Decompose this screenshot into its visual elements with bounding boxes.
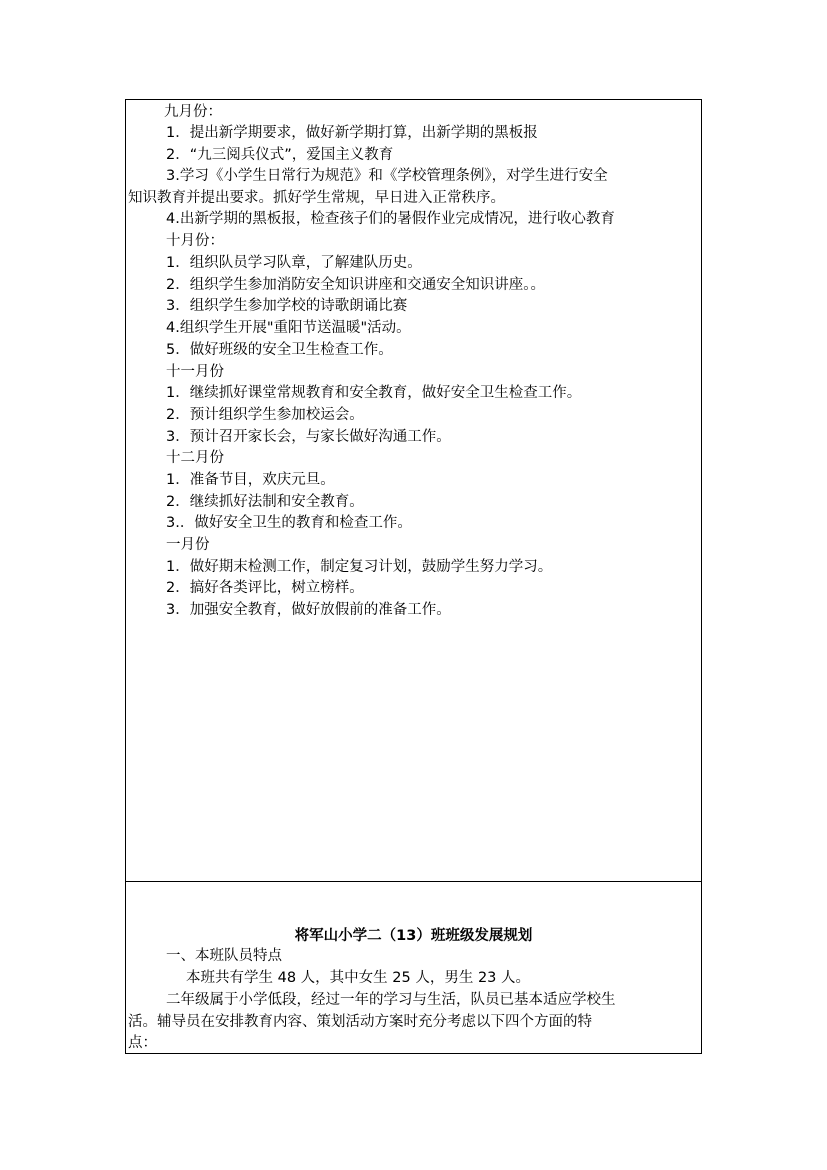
month-heading-september: 九月份： xyxy=(164,104,222,120)
plan-item: 4.出新学期的黑板报，检查孩子们的暑假作业完成情况，进行收心教育 xyxy=(166,211,615,227)
paragraph-line: 二年级属于小学低段，经过一年的学习与生活，队员已基本适应学校生 xyxy=(166,992,616,1008)
development-plan-cell xyxy=(126,882,701,1053)
monthly-plan-cell xyxy=(126,100,701,882)
month-heading-november: 十一月份 xyxy=(166,364,224,380)
month-heading-october: 十月份： xyxy=(166,233,224,249)
plan-item: 3．组织学生参加学校的诗歌朗诵比赛 xyxy=(166,298,408,314)
plan-item: 2．继续抓好法制和安全教育。 xyxy=(166,494,364,510)
plan-item: 4.组织学生开展"重阳节送温暖"活动。 xyxy=(166,320,411,336)
plan-item: 2．预计组织学生参加校运会。 xyxy=(166,407,364,423)
plan-item: 3．预计召开家长会，与家长做好沟通工作。 xyxy=(166,429,451,445)
plan-item: 1．继续抓好课堂常规教育和安全教育，做好安全卫生检查工作。 xyxy=(166,385,582,401)
paragraph: 本班共有学生 48 人，其中女生 25 人，男生 23 人。 xyxy=(186,970,531,986)
plan-item-continuation: 知识教育并提出要求。抓好学生常规，早日进入正常秩序。 xyxy=(128,190,505,206)
plan-item: 1．做好期末检测工作，制定复习计划，鼓励学生努力学习。 xyxy=(166,559,553,575)
plan-item: 3.．做好安全卫生的教育和检查工作。 xyxy=(166,515,412,531)
plan-item: 1．准备节目，欢庆元旦。 xyxy=(166,472,335,488)
month-heading-december: 十二月份 xyxy=(166,450,224,466)
paragraph-line: 点： xyxy=(128,1035,157,1051)
month-heading-january: 一月份 xyxy=(166,537,210,553)
plan-item: 5．做好班级的安全卫生检查工作。 xyxy=(166,342,393,358)
document-table xyxy=(125,99,702,1054)
section-heading: 一、本班队员特点 xyxy=(166,948,282,964)
plan-item: 3.学习《小学生日常行为规范》和《学校管理条例》，对学生进行安全 xyxy=(166,168,608,184)
plan-item: 2．组织学生参加消防安全知识讲座和交通安全知识讲座。。 xyxy=(166,277,545,293)
plan-item: 2．“九三阅兵仪式”，爱国主义教育 xyxy=(166,147,394,163)
paragraph-line: 活。辅导员在安排教育内容、策划活动方案时充分考虑以下四个方面的特 xyxy=(128,1014,592,1030)
plan-title: 将军山小学二（13）班班级发展规划 xyxy=(294,928,533,944)
plan-item: 2．搞好各类评比，树立榜样。 xyxy=(166,580,364,596)
plan-item: 1．组织队员学习队章，了解建队历史。 xyxy=(166,255,422,271)
plan-item: 1．提出新学期要求，做好新学期打算，出新学期的黑板报 xyxy=(166,125,538,141)
plan-item: 3．加强安全教育，做好放假前的准备工作。 xyxy=(166,602,451,618)
